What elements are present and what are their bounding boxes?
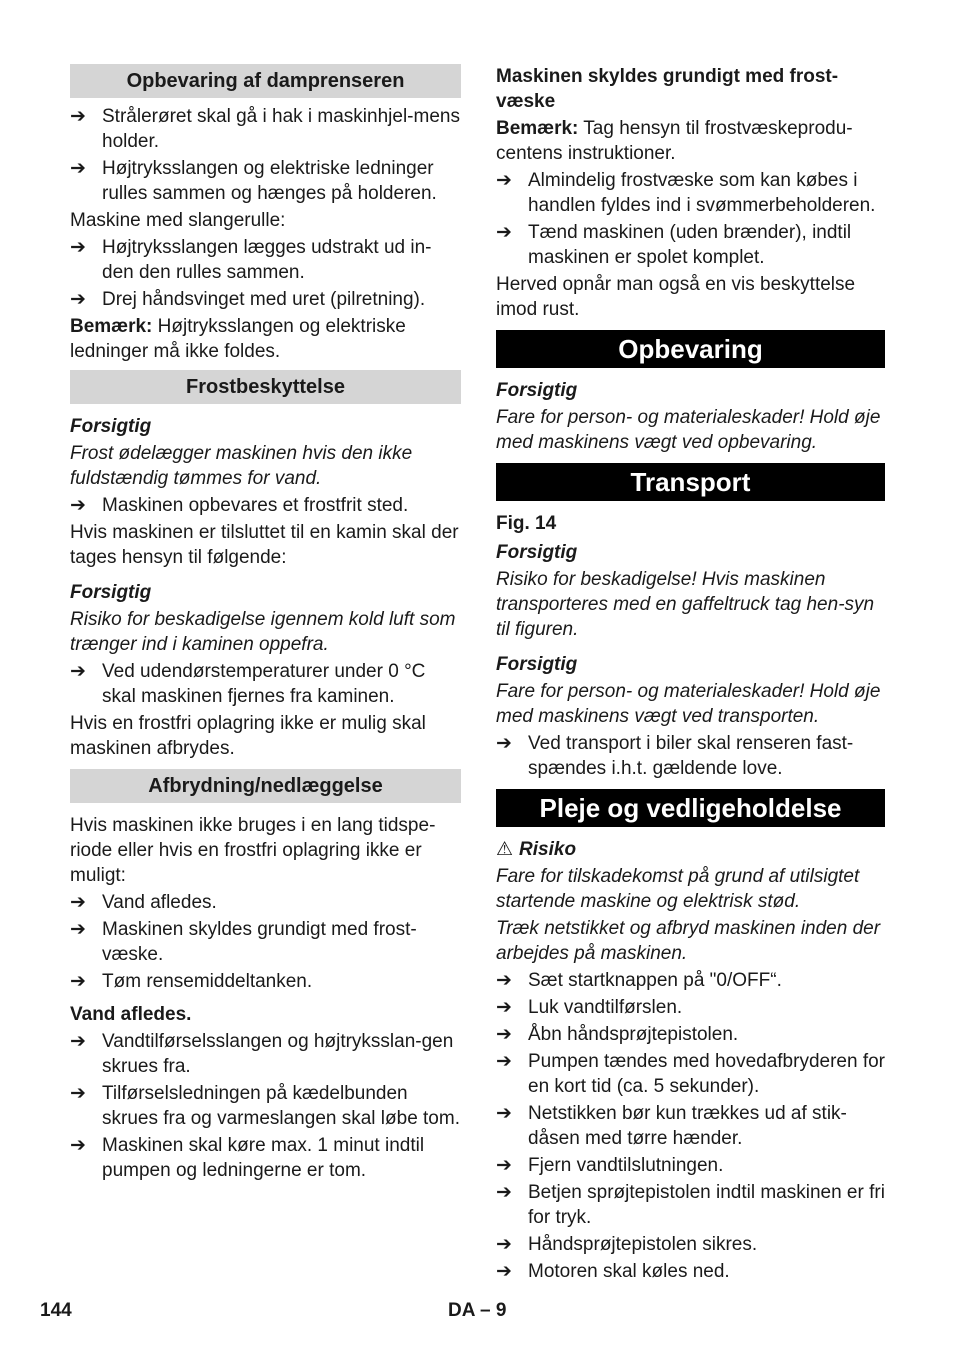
caution-text: Fare for person- og materialeskader! Hold øje med maskinens vægt ved transporten. — [496, 681, 881, 727]
arrow-right-icon: ➔ — [70, 1135, 86, 1156]
note-text: Tag hensyn til frostvæskeprodu-centens instruktioner. — [496, 118, 853, 164]
list-item-text: Maskinen skyldes grundigt med frost-væske. — [102, 919, 417, 965]
arrow-right-icon: ➔ — [496, 1024, 512, 1045]
note — [70, 314, 461, 364]
figure-reference: Fig. 14 — [496, 513, 557, 534]
caution-title: Forsigtig — [496, 654, 578, 675]
note — [496, 116, 885, 166]
bullet-list — [496, 168, 885, 270]
list-item — [70, 104, 461, 154]
caution-title: Forsigtig — [70, 416, 152, 437]
list-item — [70, 890, 461, 915]
list-item — [496, 995, 885, 1020]
section-heading-shutdown: Afbrydning/nedlæggelse — [70, 769, 461, 803]
list-item — [496, 968, 885, 993]
arrow-right-icon: ➔ — [70, 971, 86, 992]
arrow-right-icon: ➔ — [70, 289, 86, 310]
list-item-text: Betjen sprøjtepistolen indtil maskinen er fri for tryk. — [528, 1182, 885, 1228]
list-item-text: Højtryksslangen lægges udstrakt ud in-den den rulles sammen. — [102, 237, 432, 283]
caution-text: Frost ødelægger maskinen hvis den ikke fuldstændig tømmes for vand. — [70, 443, 413, 489]
arrow-right-icon: ➔ — [496, 1103, 512, 1124]
arrow-right-icon: ➔ — [70, 1083, 86, 1104]
list-item-text: Sæt startknappen på "0/OFF“. — [528, 970, 782, 991]
paragraph: Hvis maskinen er tilsluttet til en kamin skal der tages hensyn til følgende: — [70, 522, 459, 568]
bullet-list — [70, 890, 461, 994]
arrow-right-icon: ➔ — [496, 1261, 512, 1282]
list-item-text: Vand afledes. — [102, 892, 217, 913]
list-item-text: Luk vandtilførslen. — [528, 997, 683, 1018]
list-item-text: Maskinen skal køre max. 1 minut indtil pumpen og ledningerne er tom. — [102, 1135, 425, 1181]
list-item — [496, 1101, 885, 1151]
left-column — [70, 64, 461, 1185]
list-item-text: Strålerøret skal gå i hak i maskinhjel-mens holder. — [102, 106, 460, 152]
list-item-text: Tilførselsledningen på kædelbunden skrues fra og varmeslangen skal løbe tom. — [102, 1083, 460, 1129]
paragraph: Herved opnår man også en vis beskyttelse imod rust. — [496, 274, 856, 320]
paragraph: Hvis maskinen ikke bruges i en lang tidspe-riode eller hvis en frostfri oplagring ikke er muligt: — [70, 815, 436, 886]
list-item-text: Motoren skal køles ned. — [528, 1261, 730, 1282]
list-item — [70, 659, 461, 709]
risk-title-text: Risiko — [519, 839, 577, 860]
sub-heading: Vand afledes. — [70, 1004, 192, 1025]
arrow-right-icon: ➔ — [70, 919, 86, 940]
arrow-right-icon: ➔ — [496, 1234, 512, 1255]
risk-title — [496, 837, 885, 862]
arrow-right-icon: ➔ — [496, 997, 512, 1018]
bullet-list — [70, 235, 461, 312]
arrow-right-icon: ➔ — [70, 106, 86, 127]
section-heading-storage-steam: Opbevaring af damprenseren — [70, 64, 461, 98]
arrow-right-icon: ➔ — [496, 170, 512, 191]
list-item — [70, 235, 461, 285]
list-item-text: Almindelig frostvæske som kan købes i handlen fyldes ind i svømmerbeholderen. — [528, 170, 876, 216]
list-item — [70, 156, 461, 206]
arrow-right-icon: ➔ — [496, 733, 512, 754]
caution-title: Forsigtig — [496, 380, 578, 401]
list-item — [496, 220, 885, 270]
list-item — [496, 1022, 885, 1047]
section-heading-transport: Transport — [496, 463, 885, 501]
list-item-text: Maskinen opbevares et frostfrit sted. — [102, 495, 409, 516]
list-item-text: Fjern vandtilslutningen. — [528, 1155, 724, 1176]
caution-text: Fare for person- og materialeskader! Hold øje med maskinens vægt ved opbevaring. — [496, 407, 881, 453]
paragraph: Hvis en frostfri oplagring ikke er mulig skal maskinen afbrydes. — [70, 713, 426, 759]
section-heading-storage: Opbevaring — [496, 330, 885, 368]
page-number: 144 — [40, 1300, 72, 1321]
list-item-text: Åbn håndsprøjtepistolen. — [528, 1024, 739, 1045]
list-item-text: Vandtilførselsslangen og højtryksslan-gen skrues fra. — [102, 1031, 454, 1077]
section-heading-maintenance: Pleje og vedligeholdelse — [496, 789, 885, 827]
list-item — [496, 1049, 885, 1099]
arrow-right-icon: ➔ — [496, 1155, 512, 1176]
bullet-list — [496, 968, 885, 1284]
note-text: Højtryksslangen og elektriske ledninger må ikke foldes. — [70, 316, 406, 362]
bullet-list — [70, 493, 461, 518]
list-item — [496, 1153, 885, 1178]
list-item — [70, 917, 461, 967]
list-item — [496, 1259, 885, 1284]
arrow-right-icon: ➔ — [70, 1031, 86, 1052]
risk-text: Fare for tilskadekomst på grund af utilsigtet startende maskine og elektrisk stød. — [496, 866, 860, 912]
list-item-text: Pumpen tændes med hovedafbryderen for en kort tid (ca. 5 sekunder). — [528, 1051, 885, 1097]
list-item-text: Håndsprøjtepistolen sikres. — [528, 1234, 758, 1255]
list-item — [70, 287, 461, 312]
arrow-right-icon: ➔ — [496, 1051, 512, 1072]
list-item-text: Ved udendørstemperaturer under 0 °C skal maskinen fjernes fra kaminen. — [102, 661, 426, 707]
right-column — [496, 64, 885, 1286]
list-item — [70, 1081, 461, 1131]
arrow-right-icon: ➔ — [496, 970, 512, 991]
list-item-text: Drej håndsvinget med uret (pilretning). — [102, 289, 426, 310]
caution-text: Risiko for beskadigelse! Hvis maskinen transporteres med en gaffeltruck tag hen-syn til figuren. — [496, 569, 875, 640]
caution-title: Forsigtig — [496, 542, 578, 563]
warning-triangle-icon: ⚠ — [496, 839, 514, 860]
list-item — [496, 168, 885, 218]
section-heading-frost: Frostbeskyttelse — [70, 370, 461, 404]
arrow-right-icon: ➔ — [496, 1182, 512, 1203]
section-page-label: DA – 9 — [448, 1300, 507, 1321]
sub-heading: Maskinen skyldes grundigt med frost-væske — [496, 66, 839, 112]
risk-text: Træk netstikket og afbryd maskinen inden der arbejdes på maskinen. — [496, 918, 881, 964]
list-item-text: Tænd maskinen (uden brænder), indtil maskinen er spolet komplet. — [528, 222, 852, 268]
list-item-text: Netstikken bør kun trækkes ud af stik-dåsen med tørre hænder. — [528, 1103, 847, 1149]
bullet-list — [496, 731, 885, 781]
list-item-text: Højtryksslangen og elektriske ledninger rulles sammen og hænges på holderen. — [102, 158, 437, 204]
arrow-right-icon: ➔ — [70, 158, 86, 179]
caution-text: Risiko for beskadigelse igennem kold luft som trænger ind i kaminen oppefra. — [70, 609, 456, 655]
list-item — [70, 969, 461, 994]
arrow-right-icon: ➔ — [70, 237, 86, 258]
list-item — [496, 731, 885, 781]
arrow-right-icon: ➔ — [70, 495, 86, 516]
note-label: Bemærk: — [496, 118, 579, 139]
arrow-right-icon: ➔ — [70, 892, 86, 913]
list-item-text: Ved transport i biler skal renseren fast-spændes i.h.t. gældende love. — [528, 733, 854, 779]
note-label: Bemærk: — [70, 316, 153, 337]
arrow-right-icon: ➔ — [70, 661, 86, 682]
list-item — [496, 1232, 885, 1257]
list-item — [496, 1180, 885, 1230]
arrow-right-icon: ➔ — [496, 222, 512, 243]
list-item-text: Tøm rensemiddeltanken. — [102, 971, 313, 992]
list-item — [70, 1133, 461, 1183]
bullet-list — [70, 104, 461, 206]
bullet-list — [70, 1029, 461, 1183]
list-item — [70, 1029, 461, 1079]
bullet-list — [70, 659, 461, 709]
paragraph: Maskine med slangerulle: — [70, 210, 286, 231]
list-item — [70, 493, 461, 518]
caution-title: Forsigtig — [70, 582, 152, 603]
